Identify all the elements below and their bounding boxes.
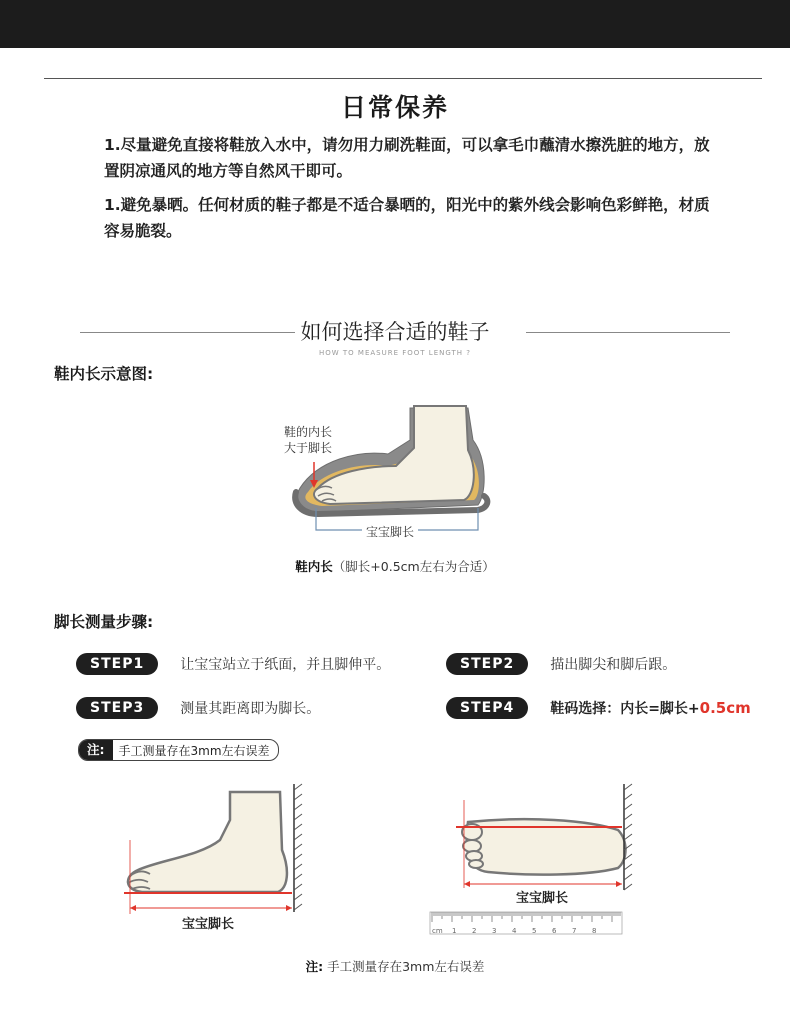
step-3-text: 测量其距离即为脚长。 <box>180 701 321 717</box>
step-1-text: 让宝宝站立于纸面，并且脚伸平。 <box>180 657 391 673</box>
top-banner <box>0 0 790 48</box>
ruler-label: 4 <box>512 927 517 935</box>
bottom-note <box>0 957 790 975</box>
step-2-badge: STEP2 <box>446 653 528 675</box>
step-3 <box>76 697 320 719</box>
ruler-label: cm <box>432 927 443 935</box>
bottom-note-text: 手工测量存在3mm左右误差 <box>327 959 485 974</box>
note-pill <box>78 739 279 761</box>
step-3-badge: STEP3 <box>76 697 158 719</box>
side-foot-length-label: 宝宝脚长 <box>178 913 238 932</box>
foot-side-diagram <box>120 780 310 924</box>
step-1 <box>76 653 390 675</box>
foot-top-icon <box>428 780 638 940</box>
section-title-text: 如何选择合适的鞋子 <box>295 320 496 344</box>
ruler-label: 2 <box>472 927 477 935</box>
section-title-care: 日常保养 <box>340 93 449 122</box>
section-subtitle: HOW TO MEASURE FOOT LENGTH ? <box>318 349 472 357</box>
step-4-badge: STEP4 <box>446 697 528 719</box>
diagram-caption <box>0 557 790 575</box>
foot-side-icon <box>120 780 310 920</box>
caption-bold: 鞋内长 <box>295 559 333 574</box>
step-2-text: 描出脚尖和脚后跟。 <box>550 657 677 673</box>
care-instruction-1: 1.尽量避免直接将鞋放入水中，请勿用力刷洗鞋面，可以拿毛巾蘸清水擦洗脏的地方，放置阴凉通风的地方等自然风干即可。 <box>104 136 710 180</box>
divider-line <box>44 78 762 79</box>
ruler-label: 8 <box>592 927 597 935</box>
step-4-formula: 鞋码选择：内长=脚长+ <box>550 701 700 717</box>
step-1-badge: STEP1 <box>76 653 158 675</box>
caption-rest: （脚长+0.5cm左右为合适） <box>332 559 495 574</box>
foot-top-diagram <box>428 780 638 944</box>
section-title-choose <box>0 316 790 346</box>
ruler-label: 5 <box>532 927 537 935</box>
step-4-highlight: 0.5cm <box>699 699 751 717</box>
step-4 <box>446 697 751 719</box>
inner-length-label-2: 大于脚长 <box>284 441 333 455</box>
bottom-note-key: 注: <box>305 959 324 974</box>
care-instruction-2: 1.避免暴晒。任何材质的鞋子都是不适合暴晒的，阳光中的紫外线会影响色彩鲜艳，材质容易脆裂。 <box>104 196 710 240</box>
ruler-label: 6 <box>552 927 557 935</box>
foot-length-label: 宝宝脚长 <box>362 523 418 540</box>
note-text: 手工测量存在3mm左右误差 <box>118 743 270 758</box>
step-2 <box>446 653 676 675</box>
steps-heading: 脚长测量步骤: <box>54 613 154 631</box>
ruler-label: 3 <box>492 927 497 935</box>
diagram-heading: 鞋内长示意图: <box>54 365 154 383</box>
inner-length-label-1: 鞋的内长 <box>284 425 333 439</box>
top-foot-length-label: 宝宝脚长 <box>512 887 572 906</box>
ruler-label: 7 <box>572 927 577 935</box>
note-key: 注: <box>79 740 113 760</box>
step-4-text <box>550 698 751 718</box>
ruler-label: 1 <box>452 927 457 935</box>
